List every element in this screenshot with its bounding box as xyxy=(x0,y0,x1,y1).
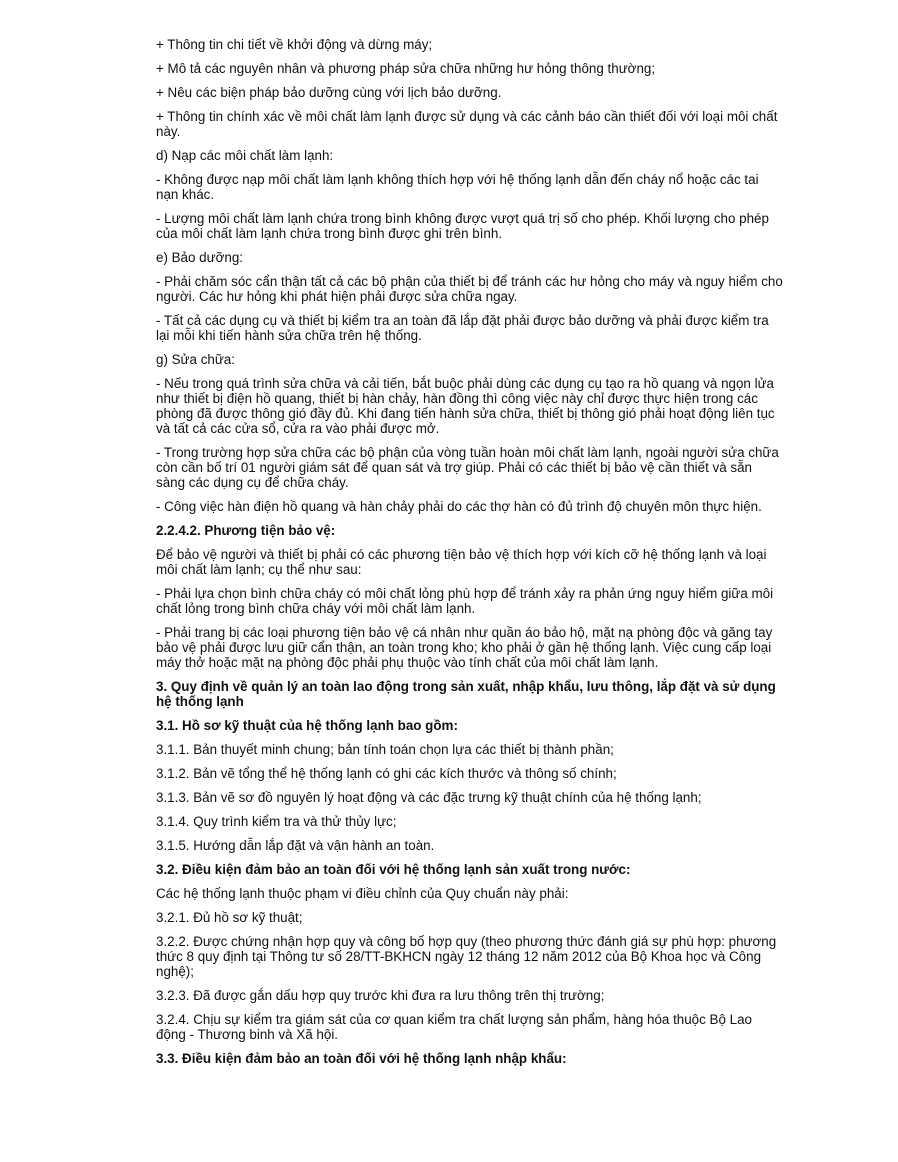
list-item: 3.2.2. Được chứng nhận hợp quy và công bố hợp quy (theo phương thức đánh giá sự phù hợp: phương thức 8 quy định tại Thông tư số 28/TT-BKHCN ngày 12 tháng 12 năm 2012 của Bộ Khoa học và Công nghệ); xyxy=(156,934,777,979)
section-label: g) Sửa chữa: xyxy=(156,352,235,367)
paragraph: + Nêu các biện pháp bảo dưỡng cùng với lịch bảo dưỡng. xyxy=(156,85,502,100)
paragraph: - Phải chăm sóc cẩn thận tất cả các bộ phận của thiết bị để tránh các hư hỏng cho máy và nguy hiểm cho người. Các hư hỏng khi phát hiện phải được sửa chữa ngay. xyxy=(156,274,783,304)
paragraph: + Thông tin chi tiết về khởi động và dừng máy; xyxy=(156,37,433,52)
list-item: 3.1.3. Bản vẽ sơ đồ nguyên lý hoạt động và các đặc trưng kỹ thuật chính của hệ thống lạnh; xyxy=(156,790,702,805)
list-item: 3.2.1. Đủ hồ sơ kỹ thuật; xyxy=(156,910,303,925)
paragraph: + Mô tả các nguyên nhân và phương pháp sửa chữa những hư hỏng thông thường; xyxy=(156,61,656,76)
section-label: d) Nạp các môi chất làm lạnh: xyxy=(156,148,334,163)
paragraph: - Tất cả các dụng cụ và thiết bị kiểm tra an toàn đã lắp đặt phải được bảo dưỡng và phải được kiểm tra lại mỗi khi tiến hành sửa chữa trên hệ thống. xyxy=(156,313,769,343)
paragraph: - Phải trang bị các loại phương tiện bảo vệ cá nhân như quần áo bảo hộ, mặt nạ phòng độc và găng tay bảo vệ phải được lưu giữ cẩn thận, an toàn trong kho; kho phải ở gần hệ thống lạnh. Việc cung cấp loại máy thở hoặc mặt nạ phòng độc phải phụ thuộc vào tính chất của môi chất làm lạnh. xyxy=(156,625,773,670)
section-heading: 3.2. Điều kiện đảm bảo an toàn đối với hệ thống lạnh sản xuất trong nước: xyxy=(156,862,631,877)
section-label: e) Bảo dưỡng: xyxy=(156,250,243,265)
paragraph: + Thông tin chính xác về môi chất làm lạnh được sử dụng và các cảnh báo cần thiết đối với loại môi chất này. xyxy=(156,109,778,139)
paragraph: - Không được nạp môi chất làm lạnh không thích hợp với hệ thống lạnh dẫn đến cháy nổ hoặc các tai nạn khác. xyxy=(156,172,759,202)
section-heading: 3. Quy định về quản lý an toàn lao động trong sản xuất, nhập khẩu, lưu thông, lắp đặt và sử dụng hệ thống lạnh xyxy=(156,679,776,709)
paragraph: Các hệ thống lạnh thuộc phạm vi điều chỉnh của Quy chuẩn này phải: xyxy=(156,886,569,901)
list-item: 3.1.5. Hướng dẫn lắp đặt và vận hành an toàn. xyxy=(156,838,435,853)
list-item: 3.1.4. Quy trình kiểm tra và thử thủy lực; xyxy=(156,814,397,829)
paragraph: Để bảo vệ người và thiết bị phải có các phương tiện bảo vệ thích hợp với kích cỡ hệ thống lạnh và loại môi chất làm lạnh; cụ thể như sau: xyxy=(156,547,767,577)
section-heading: 3.3. Điều kiện đảm bảo an toàn đối với hệ thống lạnh nhập khẩu: xyxy=(156,1051,567,1066)
list-item: 3.2.4. Chịu sự kiểm tra giám sát của cơ quan kiểm tra chất lượng sản phẩm, hàng hóa thuộc Bộ Lao động - Thương binh và Xã hội. xyxy=(156,1012,752,1042)
document-page xyxy=(156,37,784,1075)
paragraph: - Trong trường hợp sửa chữa các bộ phận của vòng tuần hoàn môi chất làm lạnh, ngoài người sửa chữa còn cần bố trí 01 người giám sát để quan sát và trợ giúp. Phải có các thiết bị bảo vệ cần thiết và sẵn sàng các dụng cụ để chữa cháy. xyxy=(156,445,779,490)
section-heading: 3.1. Hồ sơ kỹ thuật của hệ thống lạnh bao gồm: xyxy=(156,718,458,733)
list-item: 3.1.2. Bản vẽ tổng thể hệ thống lạnh có ghi các kích thước và thông số chính; xyxy=(156,766,617,781)
paragraph: - Nếu trong quá trình sửa chữa và cải tiến, bắt buộc phải dùng các dụng cụ tạo ra hồ quang và ngọn lửa như thiết bị điện hồ quang, thiết bị hàn chảy, hàn đồng thì công việc này chỉ được thực hiện trong các phòng đã được thông gió đầy đủ. Khi đang tiến hành sửa chữa, thiết bị thông gió phải hoạt động liên tục và tất cả các cửa sổ, cửa ra vào phải được mở. xyxy=(156,376,775,436)
paragraph: - Phải lựa chọn bình chữa cháy có môi chất lỏng phù hợp để tránh xảy ra phản ứng nguy hiểm giữa môi chất lỏng trong bình chữa cháy với môi chất làm lạnh. xyxy=(156,586,774,616)
paragraph: - Lượng môi chất làm lạnh chứa trong bình không được vượt quá trị số cho phép. Khối lượng cho phép của môi chất làm lạnh chứa trong bình được ghi trên bình. xyxy=(156,211,769,241)
list-item: 3.1.1. Bản thuyết minh chung; bản tính toán chọn lựa các thiết bị thành phần; xyxy=(156,742,614,757)
paragraph: - Công việc hàn điện hồ quang và hàn chảy phải do các thợ hàn có đủ trình độ chuyên môn thực hiện. xyxy=(156,499,762,514)
section-heading: 2.2.4.2. Phương tiện bảo vệ: xyxy=(156,523,336,538)
list-item: 3.2.3. Đã được gắn dấu hợp quy trước khi đưa ra lưu thông trên thị trường; xyxy=(156,988,605,1003)
